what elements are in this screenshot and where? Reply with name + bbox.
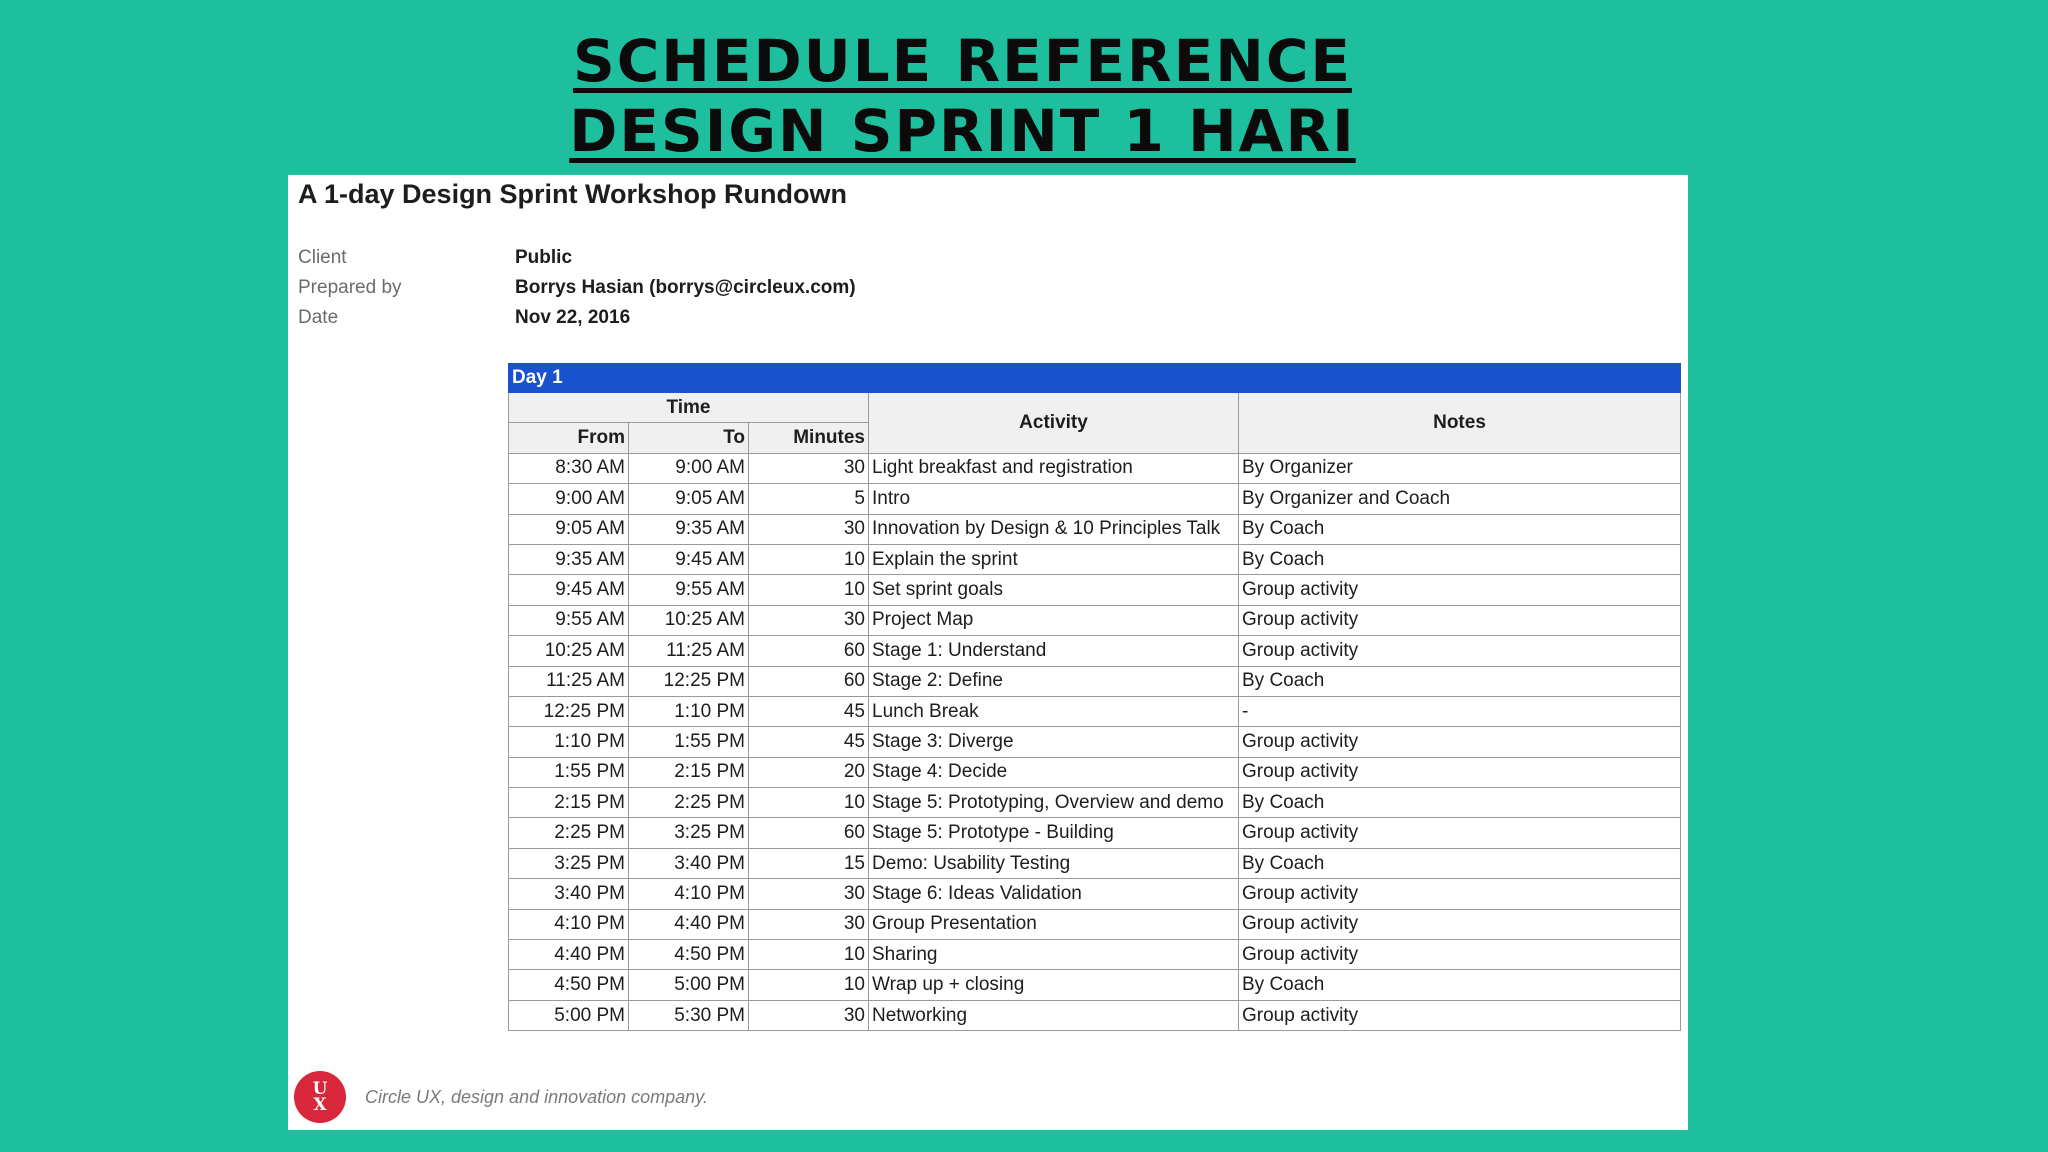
table-row: [509, 544, 1681, 574]
to-cell: 2:25 PM: [629, 788, 749, 818]
circle-ux-logo: [294, 1071, 346, 1123]
day-header-row: [509, 364, 1681, 393]
table-row: [509, 453, 1681, 483]
activity-cell: Demo: Usability Testing: [869, 848, 1239, 878]
notes-cell: Group activity: [1239, 636, 1681, 666]
activity-cell: Stage 3: Diverge: [869, 727, 1239, 757]
document-title: A 1-day Design Sprint Workshop Rundown: [298, 179, 848, 209]
notes-cell: Group activity: [1239, 1000, 1681, 1030]
to-cell: 4:10 PM: [629, 879, 749, 909]
from-cell: 2:25 PM: [509, 818, 629, 848]
document-page: [288, 175, 1688, 1130]
activity-cell: Innovation by Design & 10 Principles Talk: [869, 514, 1239, 544]
from-cell: 9:35 AM: [509, 544, 629, 574]
to-cell: 9:45 AM: [629, 544, 749, 574]
from-cell: 11:25 AM: [509, 666, 629, 696]
table-row: [509, 605, 1681, 635]
from-cell: 9:05 AM: [509, 514, 629, 544]
minutes-cell: 10: [749, 940, 869, 970]
activity-cell: Intro: [869, 484, 1239, 514]
notes-cell: By Coach: [1239, 544, 1681, 574]
notes-cell: Group activity: [1239, 575, 1681, 605]
table-row: [509, 818, 1681, 848]
to-cell: 11:25 AM: [629, 636, 749, 666]
minutes-cell: 60: [749, 636, 869, 666]
activity-cell: Stage 2: Define: [869, 666, 1239, 696]
notes-cell: By Coach: [1239, 848, 1681, 878]
to-cell: 3:40 PM: [629, 848, 749, 878]
to-cell: 10:25 AM: [629, 605, 749, 635]
table-row: [509, 696, 1681, 726]
date-value: Nov 22, 2016: [515, 307, 631, 328]
table-row: [509, 879, 1681, 909]
table-row: [509, 514, 1681, 544]
from-cell: 4:10 PM: [509, 909, 629, 939]
activity-cell: Lunch Break: [869, 696, 1239, 726]
minutes-cell: 10: [749, 970, 869, 1000]
prepared-by-label: Prepared by: [298, 277, 402, 298]
to-cell: 9:00 AM: [629, 453, 749, 483]
minutes-header: Minutes: [749, 423, 869, 453]
banner-title: [0, 26, 1925, 166]
from-cell: 9:45 AM: [509, 575, 629, 605]
table-row: [509, 727, 1681, 757]
minutes-cell: 10: [749, 544, 869, 574]
from-cell: 5:00 PM: [509, 1000, 629, 1030]
banner-line-2: DESIGN SPRINT 1 HARI: [569, 97, 1356, 165]
banner-line-1: SCHEDULE REFERENCE: [572, 27, 1353, 95]
from-cell: 4:40 PM: [509, 940, 629, 970]
minutes-cell: 30: [749, 1000, 869, 1030]
to-cell: 9:05 AM: [629, 484, 749, 514]
from-cell: 9:00 AM: [509, 484, 629, 514]
client-value: Public: [515, 247, 573, 268]
table-row: [509, 636, 1681, 666]
to-cell: 2:15 PM: [629, 757, 749, 787]
minutes-cell: 5: [749, 484, 869, 514]
activity-cell: Wrap up + closing: [869, 970, 1239, 1000]
from-cell: 3:25 PM: [509, 848, 629, 878]
activity-cell: Stage 5: Prototype - Building: [869, 818, 1239, 848]
from-cell: 10:25 AM: [509, 636, 629, 666]
notes-cell: Group activity: [1239, 605, 1681, 635]
table-row: [509, 1000, 1681, 1030]
to-cell: 9:35 AM: [629, 514, 749, 544]
from-header: From: [509, 423, 629, 453]
from-cell: 3:40 PM: [509, 879, 629, 909]
notes-header: Notes: [1239, 393, 1681, 454]
header-row-top: [509, 393, 1681, 423]
activity-cell: Group Presentation: [869, 909, 1239, 939]
table-row: [509, 484, 1681, 514]
from-cell: 4:50 PM: [509, 970, 629, 1000]
activity-header: Activity: [869, 393, 1239, 454]
activity-cell: Stage 6: Ideas Validation: [869, 879, 1239, 909]
notes-cell: By Organizer: [1239, 453, 1681, 483]
activity-cell: Light breakfast and registration: [869, 453, 1239, 483]
from-cell: 8:30 AM: [509, 453, 629, 483]
activity-cell: Stage 1: Understand: [869, 636, 1239, 666]
activity-cell: Sharing: [869, 940, 1239, 970]
logo-letter-u: U: [312, 1079, 328, 1099]
from-cell: 12:25 PM: [509, 696, 629, 726]
notes-cell: By Organizer and Coach: [1239, 484, 1681, 514]
table-row: [509, 575, 1681, 605]
to-header: To: [629, 423, 749, 453]
to-cell: 5:30 PM: [629, 1000, 749, 1030]
activity-cell: Project Map: [869, 605, 1239, 635]
notes-cell: Group activity: [1239, 818, 1681, 848]
from-cell: 9:55 AM: [509, 605, 629, 635]
to-cell: 4:40 PM: [629, 909, 749, 939]
activity-cell: Stage 4: Decide: [869, 757, 1239, 787]
minutes-cell: 30: [749, 514, 869, 544]
from-cell: 1:10 PM: [509, 727, 629, 757]
minutes-cell: 30: [749, 605, 869, 635]
notes-cell: Group activity: [1239, 909, 1681, 939]
schedule-table: [508, 363, 1681, 1031]
to-cell: 3:25 PM: [629, 818, 749, 848]
minutes-cell: 60: [749, 818, 869, 848]
to-cell: 4:50 PM: [629, 940, 749, 970]
minutes-cell: 10: [749, 575, 869, 605]
notes-cell: -: [1239, 696, 1681, 726]
table-row: [509, 940, 1681, 970]
to-cell: 1:10 PM: [629, 696, 749, 726]
table-row: [509, 757, 1681, 787]
notes-cell: Group activity: [1239, 757, 1681, 787]
minutes-cell: 20: [749, 757, 869, 787]
schedule-body: [509, 453, 1681, 1030]
notes-cell: By Coach: [1239, 514, 1681, 544]
minutes-cell: 30: [749, 453, 869, 483]
table-row: [509, 909, 1681, 939]
time-header: Time: [509, 393, 869, 423]
activity-cell: Set sprint goals: [869, 575, 1239, 605]
table-row: [509, 970, 1681, 1000]
notes-cell: Group activity: [1239, 879, 1681, 909]
date-label: Date: [298, 307, 339, 328]
footer-tagline: Circle UX, design and innovation company.: [365, 1087, 708, 1107]
activity-cell: Networking: [869, 1000, 1239, 1030]
client-label: Client: [298, 247, 347, 268]
notes-cell: Group activity: [1239, 727, 1681, 757]
minutes-cell: 10: [749, 788, 869, 818]
to-cell: 12:25 PM: [629, 666, 749, 696]
to-cell: 1:55 PM: [629, 727, 749, 757]
table-row: [509, 848, 1681, 878]
table-row: [509, 666, 1681, 696]
to-cell: 5:00 PM: [629, 970, 749, 1000]
table-row: [509, 788, 1681, 818]
notes-cell: By Coach: [1239, 970, 1681, 1000]
notes-cell: By Coach: [1239, 666, 1681, 696]
logo-letter-x: X: [313, 1095, 327, 1115]
minutes-cell: 30: [749, 879, 869, 909]
minutes-cell: 45: [749, 727, 869, 757]
day-label: Day 1: [509, 364, 1681, 393]
prepared-by-value: Borrys Hasian (borrys@circleux.com): [515, 277, 856, 298]
activity-cell: Stage 5: Prototyping, Overview and demo: [869, 788, 1239, 818]
minutes-cell: 45: [749, 696, 869, 726]
minutes-cell: 15: [749, 848, 869, 878]
notes-cell: By Coach: [1239, 788, 1681, 818]
to-cell: 9:55 AM: [629, 575, 749, 605]
from-cell: 1:55 PM: [509, 757, 629, 787]
notes-cell: Group activity: [1239, 940, 1681, 970]
minutes-cell: 30: [749, 909, 869, 939]
from-cell: 2:15 PM: [509, 788, 629, 818]
minutes-cell: 60: [749, 666, 869, 696]
activity-cell: Explain the sprint: [869, 544, 1239, 574]
